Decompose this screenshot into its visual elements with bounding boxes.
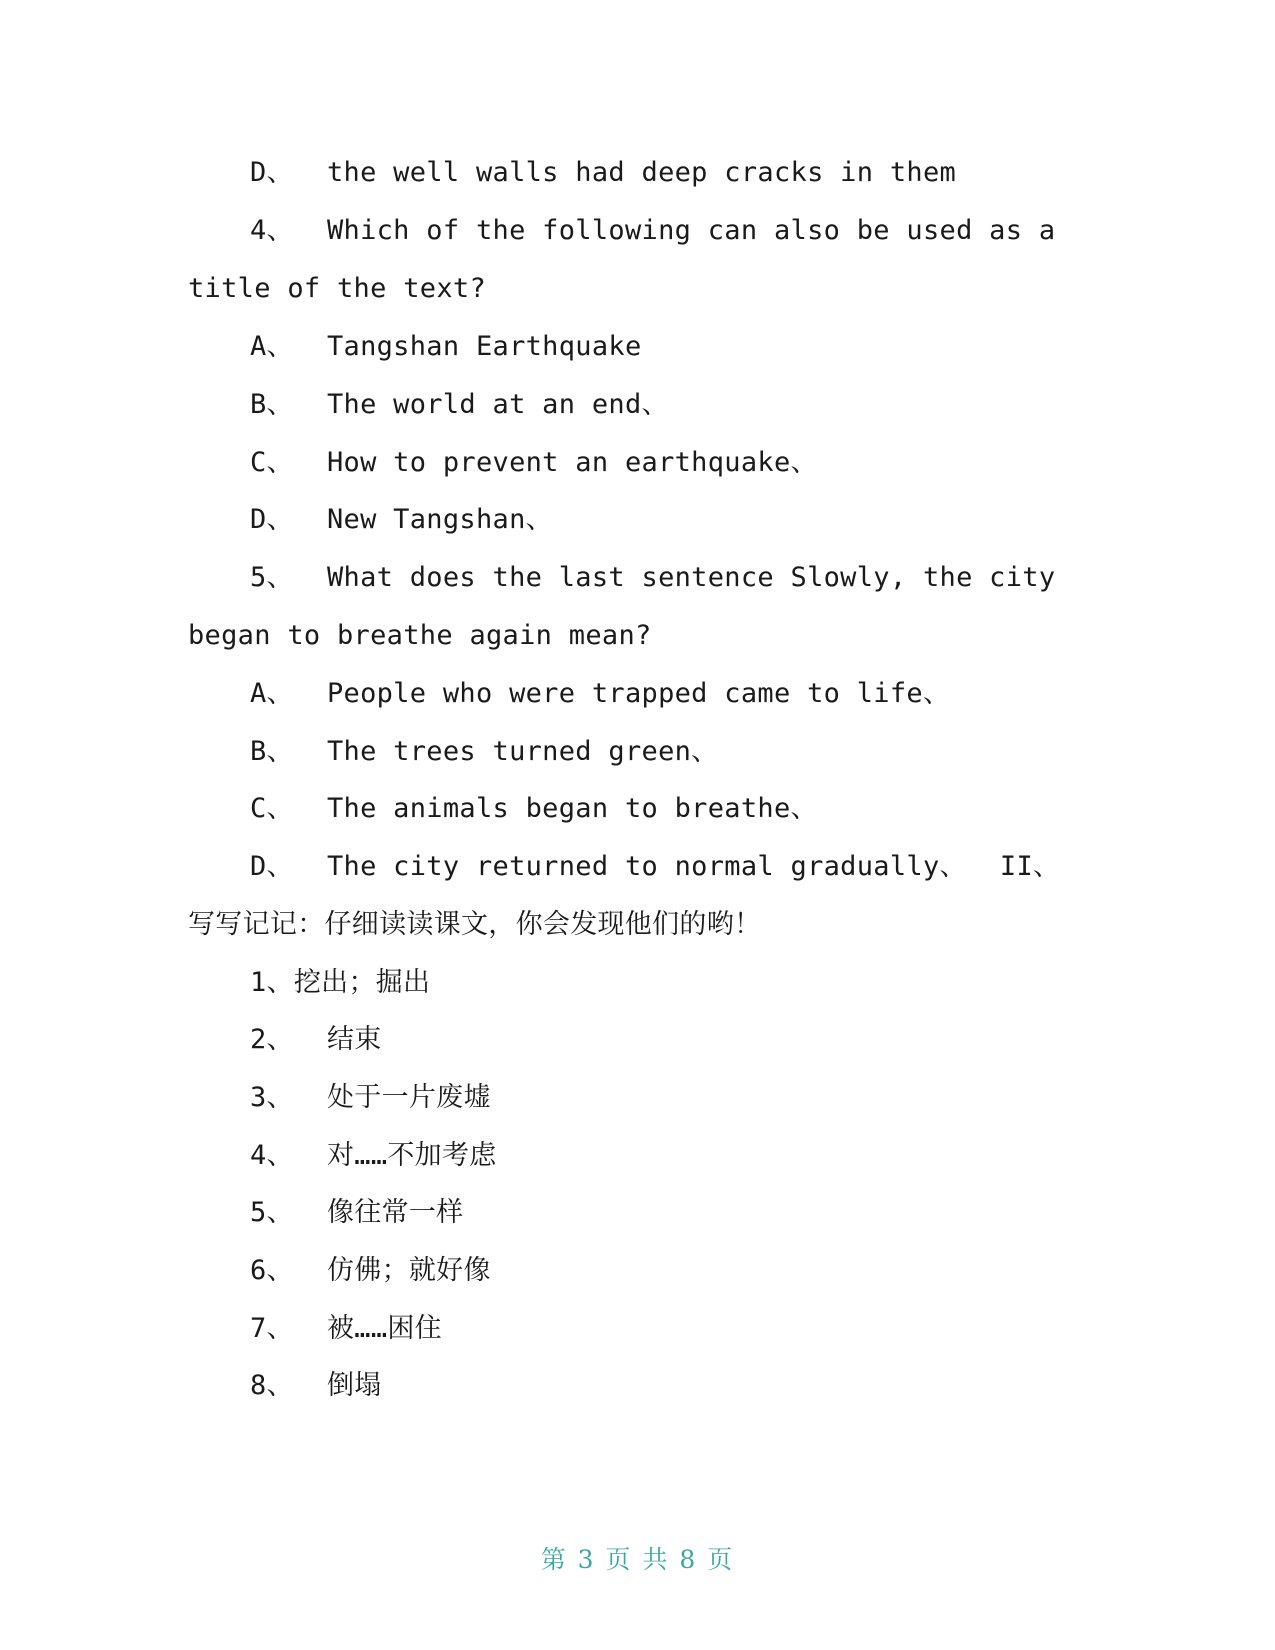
question-5: 5、 What does the last sentence Slowly, the city <box>250 562 1056 593</box>
vocab-item-2: 2、 结束 <box>250 1024 382 1055</box>
page-number-footer: 第 3 页 共 8 页 <box>540 1545 735 1574</box>
vocab-item-7: 7、 被……困住 <box>250 1313 442 1344</box>
question-4: 4、 Which of the following can also be used as a <box>250 215 1056 246</box>
vocab-item-3: 3、 处于一片废墟 <box>250 1082 491 1113</box>
vocab-item-5: 5、 像往常一样 <box>250 1197 464 1228</box>
vocab-item-1: 1、挖出；掘出 <box>250 967 431 998</box>
vocab-item-4: 4、 对……不加考虑 <box>250 1140 497 1171</box>
option-3d: D、 the well walls had deep cracks in them <box>250 157 957 188</box>
question-5-continued: began to breathe again mean? <box>188 620 652 651</box>
option-4a: A、 Tangshan Earthquake <box>250 331 642 362</box>
option-5d: D、 The city returned to normal gradually、 II、 <box>250 851 1061 882</box>
option-4b: B、 The world at an end、 <box>250 389 669 420</box>
option-4d: D、 New Tangshan、 <box>250 504 553 535</box>
section-2-heading: 写写记记：仔细读读课文，你会发现他们的哟！ <box>188 909 762 940</box>
question-4-continued: title of the text? <box>188 273 486 304</box>
option-4c: C、 How to prevent an earthquake、 <box>250 447 818 478</box>
option-5b: B、 The trees turned green、 <box>250 736 719 767</box>
vocab-item-6: 6、 仿佛；就好像 <box>250 1255 491 1286</box>
option-5a: A、 People who were trapped came to life、 <box>250 678 951 709</box>
option-5c: C、 The animals began to breathe、 <box>250 793 818 824</box>
vocab-item-8: 8、 倒塌 <box>250 1370 382 1401</box>
